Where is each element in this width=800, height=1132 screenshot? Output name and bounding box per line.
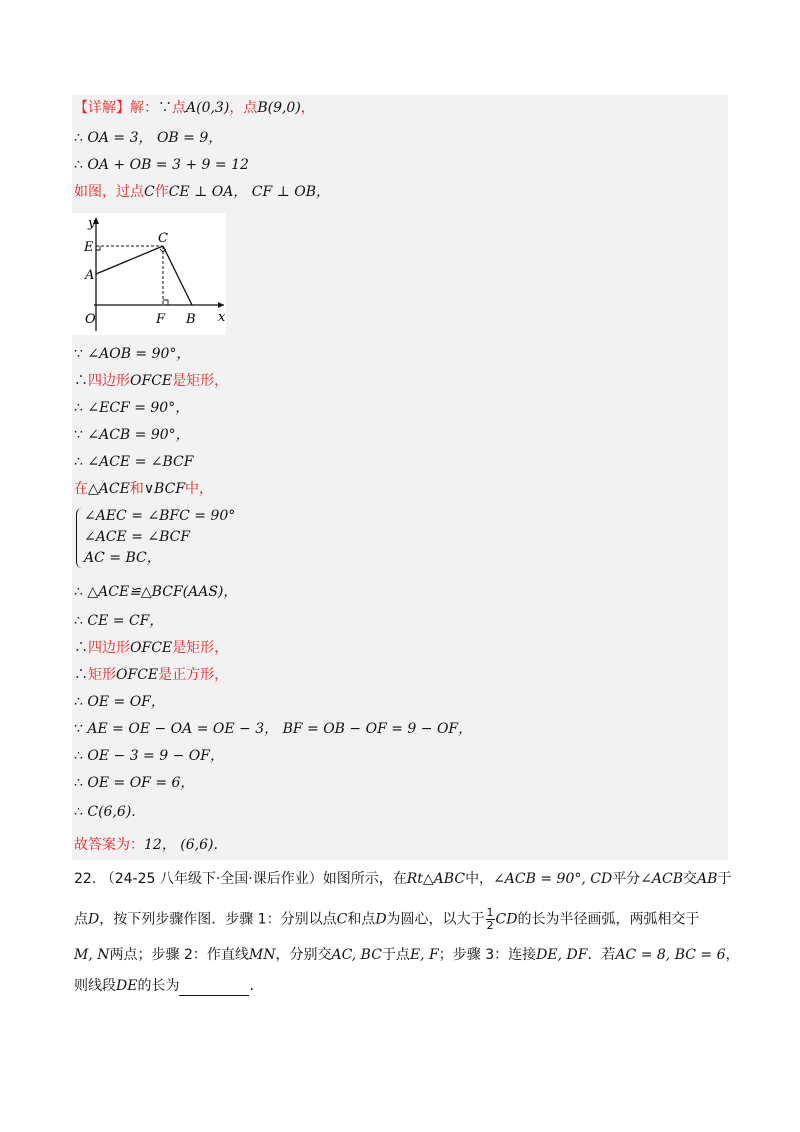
solution-line-12 bbox=[74, 612, 163, 630]
solution-line-11 bbox=[74, 583, 237, 601]
math: △ACE≌△BCF(AAS)， bbox=[87, 584, 238, 600]
question-22-line-3 bbox=[74, 945, 740, 965]
label-x: x bbox=[218, 310, 226, 325]
label-c: C bbox=[158, 231, 168, 246]
math: C(6,6). bbox=[87, 804, 136, 820]
question-22-line-2 bbox=[74, 907, 699, 932]
math: OA + OB = 3 + 9 = 12 bbox=[87, 157, 249, 173]
math: M, N bbox=[74, 947, 110, 963]
text: 于点 bbox=[381, 947, 410, 963]
because-symbol: ∵ bbox=[74, 427, 83, 443]
answer-label: 故答案为： bbox=[74, 837, 144, 853]
solution-line-1 bbox=[74, 99, 315, 117]
solution-line-4 bbox=[74, 183, 330, 201]
solution-line-14 bbox=[74, 666, 228, 684]
text: 是矩形， bbox=[172, 373, 229, 389]
solution-line-2 bbox=[74, 129, 222, 147]
label-a: A bbox=[85, 268, 95, 283]
solution-line-9 bbox=[74, 453, 193, 471]
text: ， bbox=[725, 947, 740, 963]
therefore-symbol: ∴ bbox=[74, 613, 83, 629]
math: D bbox=[88, 911, 100, 928]
math: DE bbox=[116, 978, 138, 994]
math: △ACE bbox=[88, 481, 130, 497]
math: DE, DF bbox=[536, 947, 588, 963]
fraction-one-half bbox=[486, 907, 495, 932]
text: 交 bbox=[683, 871, 698, 887]
therefore-symbol: ∴ bbox=[74, 775, 83, 791]
segment-cb bbox=[163, 246, 192, 305]
text: ， bbox=[300, 100, 315, 116]
question-number: 22. bbox=[74, 871, 97, 887]
label-b: B bbox=[186, 312, 196, 327]
text: ．若 bbox=[587, 947, 616, 963]
math: ∠AOB = 90°， bbox=[87, 346, 191, 362]
therefore-symbol: ∴ bbox=[74, 157, 83, 173]
math: ∠ACB bbox=[640, 871, 684, 887]
math: C bbox=[144, 184, 155, 200]
math: ∠ACB = 90°, CD bbox=[493, 871, 613, 887]
question-22-line-1 bbox=[74, 869, 731, 889]
text: 中， bbox=[465, 871, 494, 887]
solution-line-16 bbox=[74, 720, 472, 738]
text: 点 bbox=[74, 911, 88, 928]
fraction-denominator: 2 bbox=[486, 919, 494, 932]
text: 为圆心，以大于 bbox=[386, 911, 485, 928]
therefore-symbol: ∴ bbox=[74, 373, 88, 389]
math: ∠AEC = ∠BFC = 90° bbox=[84, 508, 236, 524]
text: 作 bbox=[154, 184, 169, 200]
math: AC, BC bbox=[331, 947, 382, 963]
math: CE = CF， bbox=[87, 613, 164, 629]
therefore-symbol: ∴ bbox=[74, 400, 83, 416]
solution-line-19 bbox=[74, 803, 136, 821]
text: 平分 bbox=[612, 871, 641, 887]
system-line-1 bbox=[84, 507, 235, 525]
math: A(0,3) bbox=[186, 100, 230, 116]
label-y: y bbox=[88, 216, 96, 231]
therefore-symbol: ∴ bbox=[74, 640, 88, 656]
text: 是正方形， bbox=[158, 667, 229, 683]
text: . bbox=[249, 978, 254, 994]
figure-svg bbox=[72, 213, 226, 335]
solution-line-15 bbox=[74, 693, 165, 711]
text: ，按下列步骤作图．步骤 1：分别以点 bbox=[99, 911, 337, 928]
question-22-line-4 bbox=[74, 976, 254, 996]
text: ，点 bbox=[229, 100, 258, 116]
because-symbol: ∵ bbox=[74, 721, 83, 737]
text: 于 bbox=[717, 871, 732, 887]
fraction-numerator: 1 bbox=[486, 906, 494, 919]
text: ，分别交 bbox=[275, 947, 332, 963]
therefore-symbol: ∴ bbox=[74, 748, 83, 764]
text: 点 bbox=[172, 100, 186, 116]
math: 12， (6,6). bbox=[144, 837, 218, 853]
solution-line-10 bbox=[74, 480, 213, 498]
math: AE = OE − OA = OE − 3， BF = OB − OF = 9 − OF， bbox=[87, 721, 473, 737]
math: OA = 3， OB = 9， bbox=[87, 130, 223, 146]
system-brace bbox=[76, 508, 83, 568]
segment-ac bbox=[96, 246, 163, 274]
text: 两点；步骤 2：作直线 bbox=[109, 947, 249, 963]
detail-label: 【详解】解： bbox=[74, 100, 158, 116]
therefore-symbol: ∴ bbox=[74, 454, 83, 470]
math: AB bbox=[697, 871, 718, 887]
system-line-3 bbox=[84, 549, 161, 567]
math: OE = OF， bbox=[87, 694, 165, 710]
solution-line-17 bbox=[74, 747, 224, 765]
math: E, F bbox=[409, 947, 439, 963]
text: 的长为 bbox=[137, 978, 180, 994]
because-symbol: ∵ bbox=[158, 100, 172, 116]
math: ∠ECF = 90°， bbox=[87, 400, 190, 416]
text: 是矩形， bbox=[172, 640, 229, 656]
text: 和点 bbox=[347, 911, 376, 928]
math: Rt△ABC bbox=[406, 871, 466, 887]
solution-line-5 bbox=[74, 345, 190, 363]
because-symbol: ∵ bbox=[74, 346, 83, 362]
math: CE ⊥ OA， CF ⊥ OB， bbox=[168, 184, 331, 200]
answer-line bbox=[74, 836, 218, 854]
system-line-2 bbox=[84, 528, 190, 546]
text: 矩形 bbox=[88, 667, 116, 683]
x-axis-arrow bbox=[218, 302, 224, 308]
text: 和 bbox=[129, 481, 144, 497]
coordinate-figure bbox=[72, 213, 226, 335]
text: ；步骤 3：连接 bbox=[438, 947, 537, 963]
text: 则线段 bbox=[74, 978, 116, 994]
therefore-symbol: ∴ bbox=[74, 667, 88, 683]
solution-line-6 bbox=[74, 372, 228, 390]
solution-line-7 bbox=[74, 399, 189, 417]
therefore-symbol: ∴ bbox=[74, 584, 83, 600]
solution-line-3 bbox=[74, 156, 249, 174]
text: 四边形 bbox=[88, 373, 130, 389]
text: 在 bbox=[74, 481, 88, 497]
label-o: O bbox=[85, 312, 96, 327]
text: 四边形 bbox=[88, 640, 130, 656]
label-f: F bbox=[156, 312, 166, 327]
right-angle-f bbox=[163, 300, 168, 305]
text: 的长为半径画弧，两弧相交于 bbox=[517, 911, 700, 928]
solution-line-18 bbox=[74, 774, 194, 792]
math: OE − 3 = 9 − OF， bbox=[87, 748, 224, 764]
math: AC = BC， bbox=[84, 550, 161, 566]
therefore-symbol: ∴ bbox=[74, 130, 83, 146]
label-e: E bbox=[84, 240, 94, 255]
math: OFCE bbox=[130, 640, 173, 656]
therefore-symbol: ∴ bbox=[74, 804, 83, 820]
solution-line-8 bbox=[74, 426, 190, 444]
text: 中， bbox=[185, 481, 214, 497]
math: OFCE bbox=[130, 373, 173, 389]
math: OE = OF = 6， bbox=[87, 775, 195, 791]
math: ∠ACE = ∠BCF bbox=[84, 529, 191, 545]
math: C bbox=[336, 911, 348, 928]
solution-panel bbox=[72, 95, 728, 860]
math: ∠ACB = 90°， bbox=[87, 427, 190, 443]
math: D bbox=[375, 911, 387, 928]
solution-line-13 bbox=[74, 639, 228, 657]
math: MN bbox=[248, 947, 276, 963]
question-source: （24-25 八年级下·全国·课后作业） bbox=[100, 871, 323, 887]
therefore-symbol: ∴ bbox=[74, 694, 83, 710]
math: OFCE bbox=[116, 667, 159, 683]
answer-blank[interactable] bbox=[179, 981, 249, 996]
text: 如图所示，在 bbox=[322, 871, 407, 887]
text: 如图，过点 bbox=[74, 184, 144, 200]
math: B(9,0) bbox=[257, 100, 301, 116]
math: ∠ACE = ∠BCF bbox=[87, 454, 194, 470]
math: ∨BCF bbox=[143, 481, 186, 497]
math: CD bbox=[495, 911, 518, 928]
math: AC = 8, BC = 6 bbox=[615, 947, 726, 963]
